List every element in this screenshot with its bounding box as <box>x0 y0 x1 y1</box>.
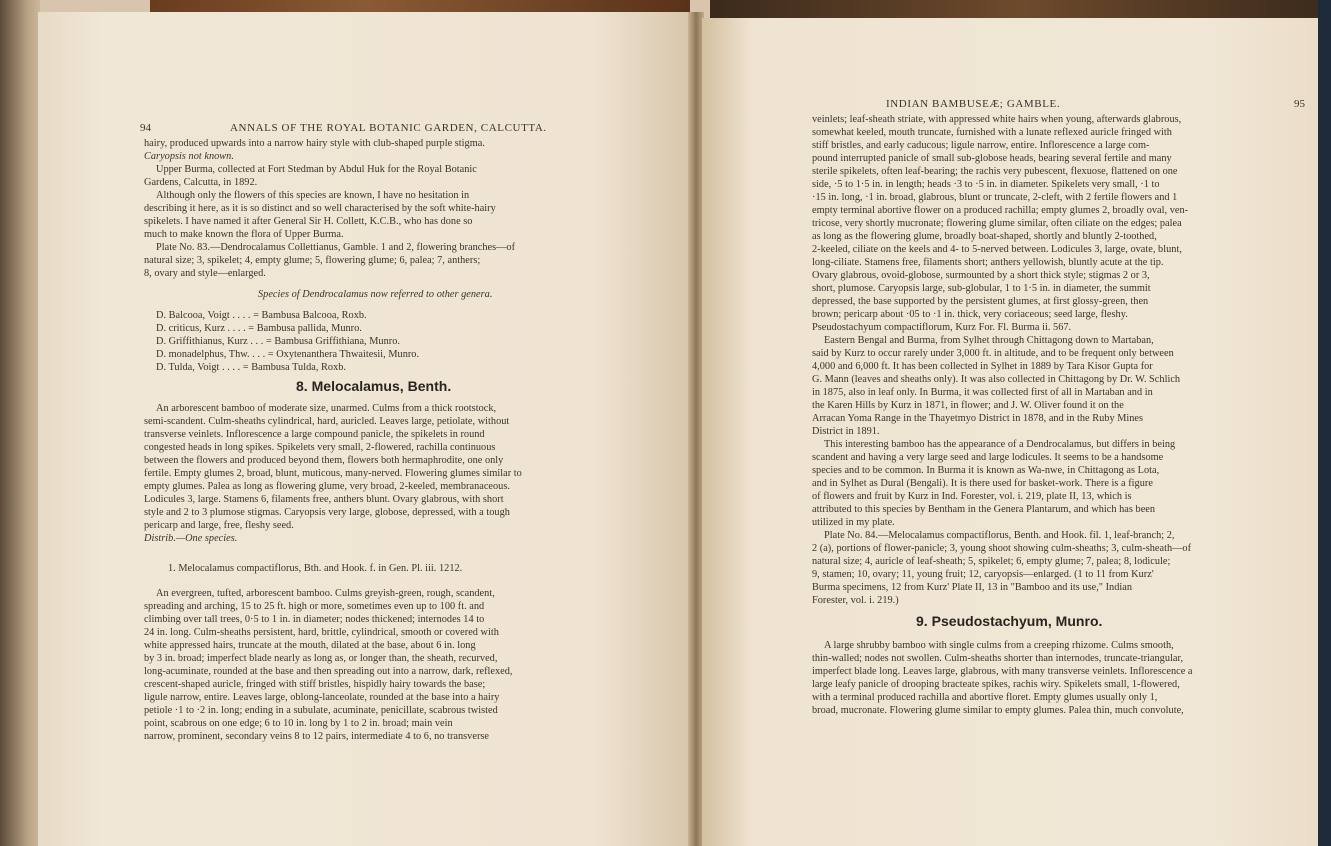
text-line: ·15 in. long, ·1 in. broad, glabrous, blunt or truncate, 2-cleft, with 2 fertile flowers and 1 <box>812 192 1178 203</box>
section-heading: 8. Melocalamus, Benth. <box>296 378 452 394</box>
text-line: semi-scandent. Culm-sheaths cylindrical, hard, auricled. Leaves large, petiolate, without <box>144 416 510 427</box>
text-line: A large shrubby bamboo with single culms from a creeping rhizome. Culms smooth, <box>824 640 1174 651</box>
text-line: sterile spikelets, often leaf-bearing; the rachis very pubescent, flexuose, flattened on one <box>812 166 1178 177</box>
text-line: Although only the flowers of this species are known, I have no hesitation in <box>156 190 470 201</box>
species-heading: 1. Melocalamus compactiflorus, Bth. and Hook. f. in Gen. Pl. iii. 1212. <box>168 563 463 574</box>
text-line: Burma specimens, 12 from Kurz' Plate II, 13 in "Bamboo and its use," Indian <box>812 582 1133 593</box>
text-line: thin-walled; nodes not swollen. Culm-sheaths shorter than internodes, truncate-triangular, <box>812 653 1184 664</box>
text-line: of flowers and fruit by Kurz in Ind. Forester, vol. i. 219, plate II, 13, which is <box>812 491 1132 502</box>
text-line: G. Mann (leaves and sheaths only). It was also collected in Chittagong by Dr. W. Schlich <box>812 374 1181 385</box>
text-line: utilized in my plate. <box>812 517 895 528</box>
text-line: depressed, the base supported by the persistent glumes, at first glossy-green, then <box>812 296 1149 307</box>
text-line: Upper Burma, collected at Fort Stedman by Abdul Huk for the Royal Botanic <box>156 164 477 175</box>
text-line: 4,000 and 6,000 ft. It has been collected in Sylhet in 1889 by Tara Kisor Gupta for <box>812 361 1153 372</box>
text-line: pound interrupted panicle of small sub-globose heads, bearing several fertile and many <box>812 153 1172 164</box>
synonym-line: D. Balcooa, Voigt . . . . = Bambusa Balcooa, Roxb. <box>156 310 367 321</box>
text-line: 2 (a), portions of flower-panicle; 3, young shoot showing culm-sheaths; 3, culm-sheath—of <box>812 543 1192 554</box>
text-line: 2-keeled, ciliate on the keels and 4- to 5-nerved between. Lodicules 3, large, ovate, blunt, <box>812 244 1182 255</box>
text-line: tricose, very shortly mucronate; flowering glume similar, often ciliate on the edges; palea <box>812 218 1182 229</box>
text-line: 9, stamen; 10, ovary; 11, young fruit; 12, caryopsis—enlarged. (1 to 11 from Kurz' <box>812 569 1154 580</box>
text-line: This interesting bamboo has the appearance of a Dendrocalamus, but differs in being <box>824 439 1176 450</box>
text-line: imperfect blade long. Leaves large, glabrous, with many transverse veinlets. Inflorescence a <box>812 666 1193 677</box>
text-line: large leafy panicle of drooping bracteate spikes, rachis wiry. Spikelets small, 1-flowered, <box>812 679 1180 690</box>
text-line: somewhat keeled, mouth truncate, furnished with a lunate reflexed auricle fringed with <box>812 127 1172 138</box>
text-line: short, plumose. Caryopsis large, sub-globular, 1 to 1·5 in. in diameter, the summit <box>812 283 1151 294</box>
text-line: 8, ovary and style—enlarged. <box>144 268 266 279</box>
text-line: fertile. Empty glumes 2, broad, blunt, muticous, many-nerved. Flowering glumes similar to <box>144 468 522 479</box>
text-line: by 3 in. broad; imperfect blade nearly as long as, or longer than, the sheath, recurved, <box>144 653 498 664</box>
text-line: empty terminal abortive flower on a produced rachilla; empty glumes 2, broadly oval, ven- <box>812 205 1189 216</box>
right-page <box>702 18 1331 846</box>
text-line: in 1875, also in leaf only. In Burma, it was collected first of all in Martaban and in <box>812 387 1153 398</box>
scan-border <box>1318 0 1331 846</box>
text-line: stiff bristles, and early caducous; ligule narrow, entire. Inflorescence a large com- <box>812 140 1150 151</box>
synonym-line: Pseudostachyum compactiflorum, Kurz For. Fl. Burma ii. 567. <box>812 322 1072 333</box>
running-head: INDIAN BAMBUSEÆ; GAMBLE. <box>886 98 1061 110</box>
plate-caption: Plate No. 83.—Dendrocalamus Collettianus, Gamble. 1 and 2, flowering branches—of <box>156 242 516 253</box>
text-line: much to make known the flora of Upper Burma. <box>144 229 344 240</box>
text-line: between the flowers and produced beyond them, flowers both hermaphrodite, one only <box>144 455 504 466</box>
text-line: as long as the flowering glume, broadly boat-shaped, shortly and bluntly 2-toothed, <box>812 231 1157 242</box>
synonym-line: D. Tulda, Voigt . . . . = Bambusa Tulda, Roxb. <box>156 362 347 373</box>
text-line: empty glumes. Palea as long as flowering glume, very broad, 2-keeled, membranaceous. <box>144 481 510 492</box>
text-line: and in Sylhet as Dural (Bengali). It is there used for basket-work. There is a figure <box>812 478 1153 489</box>
text-line: said by Kurz to occur rarely under 3,000 ft. in altitude, and to be frequent only between <box>812 348 1174 359</box>
subheading: Species of Dendrocalamus now referred to other genera. <box>258 289 493 300</box>
synonym-line: D. Griffithianus, Kurz . . . = Bambusa Griffithiana, Munro. <box>156 336 400 347</box>
text-line: long-ciliate. Stamens free, filaments short; anthers yellowish, bluntly acute at the tip. <box>812 257 1164 268</box>
running-head: ANNALS OF THE ROYAL BOTANIC GARDEN, CALCUTTA. <box>230 122 547 134</box>
text-line: hairy, produced upwards into a narrow hairy style with club-shaped purple stigma. <box>144 138 485 149</box>
text-line: transverse veinlets. Inflorescence a large compound panicle, the spikelets in round <box>144 429 485 440</box>
text-line: Caryopsis not known. <box>144 151 234 162</box>
plate-caption: Plate No. 84.—Melocalamus compactiflorus, Benth. and Hook. fil. 1, leaf-branch; 2, <box>824 530 1175 541</box>
distribution-line: Distrib.—One species. <box>144 533 238 544</box>
left-page <box>38 12 690 846</box>
text-line: point, scabrous on one edge; 6 to 10 in. long by 1 to 2 in. broad; main vein <box>144 718 453 729</box>
text-line: An evergreen, tufted, arborescent bamboo. Culms greyish-green, rough, scandent, <box>156 588 495 599</box>
text-line: pericarp and large, free, fleshy seed. <box>144 520 294 531</box>
text-line: narrow, prominent, secondary veins 8 to 12 pairs, intermediate 4 to 6, no transverse <box>144 731 490 742</box>
page-number: 95 <box>1294 98 1306 110</box>
text-line: style and 2 to 3 plumose stigmas. Caryopsis very large, globose, depressed, with a tough <box>144 507 510 518</box>
text-line: the Karen Hills by Kurz in 1871, in flower; and J. W. Oliver found it on the <box>812 400 1124 411</box>
text-line: Eastern Bengal and Burma, from Sylhet through Chittagong down to Martaban, <box>824 335 1154 346</box>
synonym-line: D. monadelphus, Thw. . . . = Oxytenanthera Thwaitesii, Munro. <box>156 349 420 360</box>
text-line: natural size; 3, spikelet; 4, empty glume; 5, flowering glume; 6, palea; 7, anthers; <box>144 255 481 266</box>
page-edges <box>0 0 40 846</box>
text-line: Ovary glabrous, ovoid-globose, surmounted by a short thick style; stigmas 2 or 3, <box>812 270 1150 281</box>
text-line: natural size; 4, auricle of leaf-sheath; 5, spikelet; 6, empty glume; 7, palea; 8, lodicule; <box>812 556 1171 567</box>
text-line: climbing over tall trees, 0·5 to 1 in. in diameter; nodes thickened; internodes 14 to <box>144 614 485 625</box>
text-line: white appressed hairs, truncate at the mouth, dilated at the base, about 6 in. long <box>144 640 476 651</box>
text-line: long-acuminate, rounded at the base and then spreading out into a narrow, dark, reflexed, <box>144 666 513 677</box>
text-line: District in 1891. <box>812 426 880 437</box>
text-line: describing it here, as it is so distinct and so well characterised by the soft white-hairy <box>144 203 496 214</box>
text-line: species and to be common. In Burma it is known as Wa-nwe, in Chittagong as Lota, <box>812 465 1160 476</box>
text-line: Lodicules 3, large. Stamens 6, filaments free, anthers blunt. Ovary glabrous, with short <box>144 494 504 505</box>
section-heading: 9. Pseudostachyum, Munro. <box>916 613 1103 629</box>
text-line: Forester, vol. i. 219.) <box>812 595 899 606</box>
text-line: Gardens, Calcutta, in 1892. <box>144 177 258 188</box>
text-line: congested heads in long spikes. Spikelets very small, 2-flowered, rachilla continuous <box>144 442 496 453</box>
text-line: 24 in. long. Culm-sheaths persistent, hard, brittle, cylindrical, smooth or covered with <box>144 627 499 638</box>
text-line: ligule narrow, entire. Leaves large, oblong-lanceolate, rounded at the base into a hairy <box>144 692 500 703</box>
text-line: An arborescent bamboo of moderate size, unarmed. Culms from a thick rootstock, <box>156 403 497 414</box>
text-line: side, ·5 to 1·5 in. in length; heads ·3 to ·5 in. in diameter. Spikelets very small, ·1 to <box>812 179 1160 190</box>
text-line: with a terminal produced rachilla and abortive floret. Empty glumes usually only 1, <box>812 692 1158 703</box>
synonym-line: D. criticus, Kurz . . . . = Bambusa pallida, Munro. <box>156 323 362 334</box>
page-number: 94 <box>140 122 152 134</box>
text-line: crescent-shaped auricle, fringed with stiff bristles, hispidly hairy towards the base; <box>144 679 486 690</box>
text-line: broad, mucronate. Flowering glume similar to empty glumes. Palea thin, much convolute, <box>812 705 1184 716</box>
text-line: scandent and having a very large seed and large lodicules. It seems to be a handsome <box>812 452 1164 463</box>
text-line: Arracan Yoma Range in the Thayetmyo District in 1878, and in the Ruby Mines <box>812 413 1144 424</box>
text-line: spikelets. I have named it after General Sir H. Collett, K.C.B., who has done so <box>144 216 473 227</box>
text-line: spreading and arching, 15 to 25 ft. high or more, sometimes even up to 100 ft. and <box>144 601 485 612</box>
text-line: brown; pericarp about ·05 to ·1 in. thick, very coriaceous; seed large, fleshy. <box>812 309 1128 320</box>
text-line: petiole ·1 to ·2 in. long; ending in a subulate, acuminate, penicillate, scabrous twisted <box>144 705 498 716</box>
text-line: attributed to this species by Bentham in the Genera Plantarum, and which has been <box>812 504 1156 515</box>
text-line: veinlets; leaf-sheath striate, with appressed white hairs when young, afterwards glabrous, <box>812 114 1182 125</box>
